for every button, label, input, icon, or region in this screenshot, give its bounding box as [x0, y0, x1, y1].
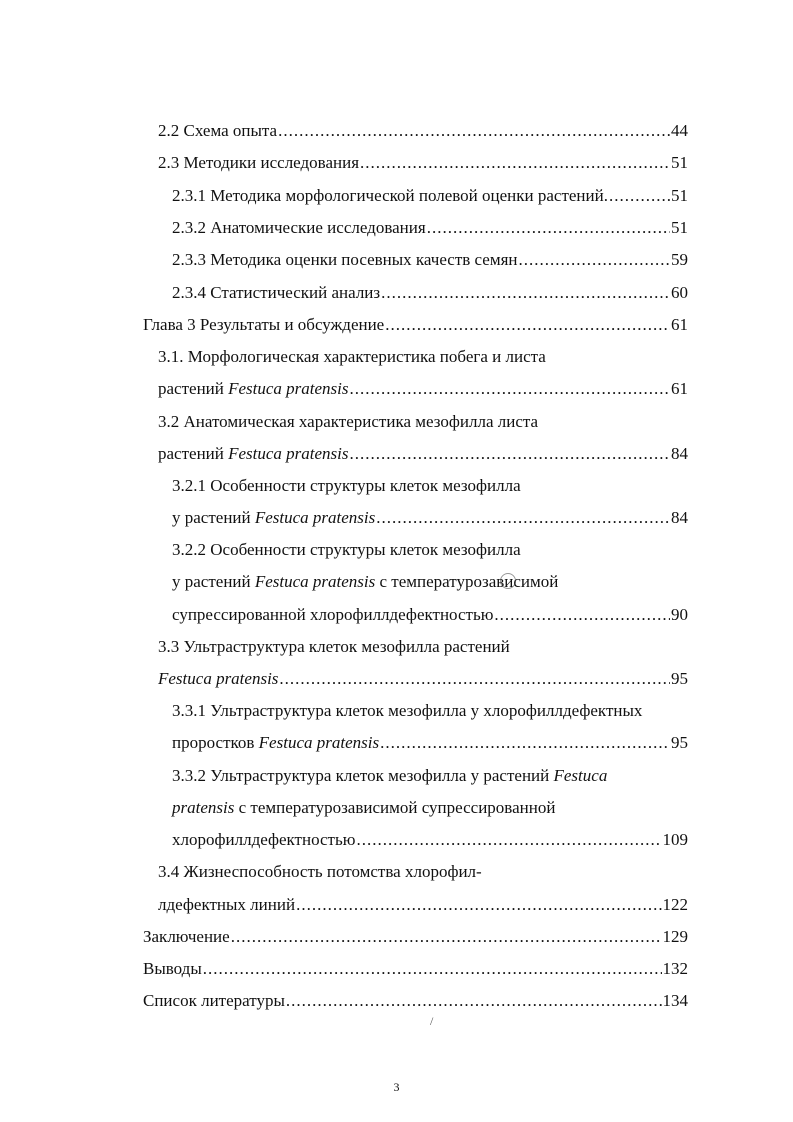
dot-leader: [381, 278, 670, 308]
toc-entry-title-cont: с температурозависимой: [375, 572, 559, 591]
toc-entry-3-3-line-2[interactable]: [158, 664, 688, 694]
toc-entry-3-3-2-line-2[interactable]: [172, 793, 555, 823]
dot-leader: [350, 439, 670, 469]
toc-entry-title: проростков: [172, 733, 259, 752]
dot-leader: [376, 503, 670, 533]
toc-entry-title: 3.3 Ультраструктура клеток мезофилла растений: [158, 637, 510, 656]
species-name: Festuca pratensis: [254, 572, 376, 591]
species-name: Festuca pratensis: [228, 379, 349, 398]
dot-leader: [519, 245, 670, 275]
toc-page-number: 84: [671, 444, 688, 463]
toc-page-number: 51: [671, 218, 688, 237]
toc-entry-3-3-1-line-1[interactable]: [172, 696, 642, 726]
toc-entry-3-2-line-1[interactable]: [158, 407, 538, 437]
toc-entry-title: 3.3.2 Ультраструктура клеток мезофилла у растений: [172, 766, 554, 785]
toc-entry-title: 2.3.2 Анатомические исследования: [172, 218, 426, 237]
toc-entry-conclusion[interactable]: [143, 922, 688, 952]
toc-entry-2-2[interactable]: [158, 116, 688, 146]
toc-entry-3-1-line-2[interactable]: [158, 374, 688, 404]
dot-leader: [494, 600, 670, 630]
toc-entry-title: 3.1. Морфологическая характеристика побега и листа: [158, 347, 546, 366]
dot-leader: [350, 374, 670, 404]
toc-page-number: 95: [671, 733, 688, 752]
toc-entry-title: 3.4 Жизнеспособность потомства хлорофил-: [158, 862, 482, 881]
toc-entry-2-3[interactable]: [158, 148, 688, 178]
toc-entry-title: 3.2.2 Особенности структуры клеток мезофилла: [172, 540, 521, 559]
dot-leader: [296, 890, 661, 920]
dot-leader: [279, 664, 670, 694]
toc-page-number: 134: [662, 991, 688, 1010]
toc-entry-3-2-2-line-3[interactable]: [172, 600, 688, 630]
toc-entry-3-2-1-line-2[interactable]: [172, 503, 688, 533]
toc-page-number: 51: [671, 186, 688, 205]
species-name: pratensis: [172, 798, 235, 817]
toc-entry-findings[interactable]: [143, 954, 688, 984]
species-name: Festuca pratensis: [228, 444, 349, 463]
toc-entry-3-2-line-2[interactable]: [158, 439, 688, 469]
dot-leader: [427, 213, 670, 243]
toc-entry-title: Список литературы: [143, 991, 285, 1010]
toc-page-number: 60: [671, 283, 688, 302]
toc-page-number: 132: [662, 959, 688, 978]
page-number: 3: [393, 1080, 400, 1094]
toc-entry-title: Заключение: [143, 927, 230, 946]
toc-entry-3-2-1-line-1[interactable]: [172, 471, 521, 501]
toc-page-number: 122: [662, 895, 688, 914]
toc-entry-title: у растений: [172, 508, 255, 527]
dot-leader: [609, 181, 670, 211]
toc-entry-title: 3.2 Анатомическая характеристика мезофилла листа: [158, 412, 539, 431]
toc-page-number: 84: [671, 508, 688, 527]
toc-entry-3-3-line-1[interactable]: [158, 632, 510, 662]
toc-entry-references[interactable]: [143, 986, 688, 1016]
toc-page-number: 61: [671, 379, 688, 398]
toc-page-number: 51: [671, 153, 688, 172]
toc-entry-3-3-1-line-2[interactable]: [172, 728, 688, 758]
dot-leader: [278, 116, 670, 146]
dot-leader: [356, 825, 661, 855]
toc-entry-2-3-3[interactable]: [172, 245, 688, 275]
species-name: Festuca: [553, 766, 608, 785]
toc-page-number: 61: [671, 315, 688, 334]
toc-entry-2-3-1[interactable]: [172, 181, 688, 211]
toc-entry-title: 2.3.1 Методика морфологической полевой оценки растений.: [172, 186, 608, 205]
toc-page-number: 95: [671, 669, 688, 688]
dot-leader: [380, 728, 670, 758]
toc-page-number: 129: [662, 927, 688, 946]
toc-entry-title-cont: с температурозависимой супрессированной: [234, 798, 556, 817]
pen-mark: [500, 573, 516, 589]
toc-entry-title: 3.3.1 Ультраструктура клеток мезофилла у хлорофиллдефектных: [172, 701, 643, 720]
toc-entry-title: растений: [158, 379, 229, 398]
toc-entry-title: лдефектных линий: [158, 895, 296, 914]
dot-leader: [203, 954, 662, 984]
species-name: Festuca pratensis: [254, 508, 376, 527]
toc-entry-title: 3.2.1 Особенности структуры клеток мезофилла: [172, 476, 521, 495]
toc-entry-3-1-line-1[interactable]: [158, 342, 546, 372]
toc-entry-3-4-line-1[interactable]: [158, 857, 482, 887]
toc-entry-title: хлорофиллдефектностью: [172, 830, 356, 849]
dot-leader: [286, 986, 662, 1016]
toc-entry-2-3-4[interactable]: [172, 278, 688, 308]
toc-entry-title: 2.3.4 Статистический анализ: [172, 283, 381, 302]
toc-entry-3-3-2-line-1[interactable]: [172, 761, 607, 791]
toc-entry-title: 2.3 Методики исследования: [158, 153, 360, 172]
toc-page-number: 59: [671, 250, 688, 269]
dot-leader: [385, 310, 670, 340]
species-name: Festuca pratensis: [158, 669, 279, 688]
toc-entry-title: у растений: [172, 572, 255, 591]
toc-entry-title: растений: [158, 444, 229, 463]
toc-entry-chapter-3[interactable]: [143, 310, 688, 340]
toc-page-number: 44: [671, 121, 688, 140]
dot-leader: [360, 148, 670, 178]
toc-entry-title: 2.3.3 Методика оценки посевных качеств семян: [172, 250, 518, 269]
toc-entry-3-2-2-line-1[interactable]: [172, 535, 521, 565]
dot-leader: [231, 922, 662, 952]
toc-entry-title: супрессированной хлорофиллдефектностью: [172, 605, 494, 624]
toc-entry-title: Выводы: [143, 959, 202, 978]
species-name: Festuca pratensis: [258, 733, 380, 752]
toc-entry-2-3-2[interactable]: [172, 213, 688, 243]
toc-entry-3-3-2-line-3[interactable]: [172, 825, 688, 855]
stray-pen-mark: /: [430, 1014, 434, 1028]
toc-entry-title: 2.2 Схема опыта: [158, 121, 278, 140]
toc-page-number: 90: [671, 605, 688, 624]
toc-entry-title: Глава 3 Результаты и обсуждение: [143, 315, 385, 334]
toc-entry-3-4-line-2[interactable]: [158, 890, 688, 920]
toc-page-number: 109: [662, 830, 688, 849]
